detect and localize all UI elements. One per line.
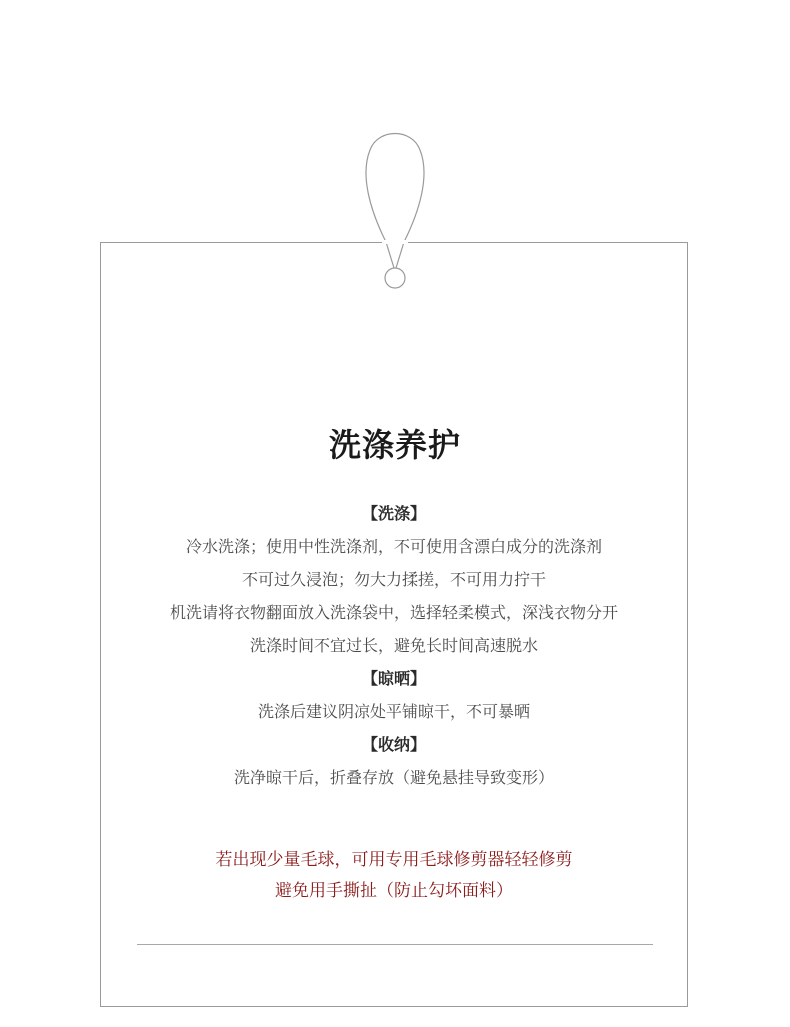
- drying-line-1: 洗涤后建议阴凉处平铺晾干，不可暴晒: [257, 702, 530, 721]
- page-title: 洗涤养护: [328, 426, 461, 464]
- divider: [137, 944, 653, 945]
- washing-line-3: 机洗请将衣物翻面放入洗涤袋中，选择轻柔模式，深浅衣物分开: [169, 603, 618, 622]
- card-string-gap: [382, 240, 408, 244]
- washing-line-4: 洗涤时间不宜过长，避免长时间高速脱水: [249, 636, 538, 655]
- pilling-note: [100, 845, 688, 907]
- washing-line-1: 冷水洗涤；使用中性洗涤剂，不可使用含漂白成分的洗涤剂: [185, 537, 602, 556]
- section-heading-drying: 【晾晒】: [361, 669, 426, 688]
- storage-line-1: 洗净晾干后，折叠存放（避免悬挂导致变形）: [233, 768, 554, 787]
- pilling-note-line-1: 若出现少量毛球，可用专用毛球修剪器轻轻修剪: [215, 850, 573, 870]
- care-instructions: [100, 497, 688, 794]
- section-heading-washing: 【洗涤】: [361, 504, 426, 523]
- section-heading-storage: 【收纳】: [361, 735, 426, 754]
- washing-line-2: 不可过久浸泡；勿大力揉搓，不可用力拧干: [241, 570, 546, 589]
- pilling-note-line-2: 避免用手撕扯（防止勾坏面料）: [275, 881, 513, 901]
